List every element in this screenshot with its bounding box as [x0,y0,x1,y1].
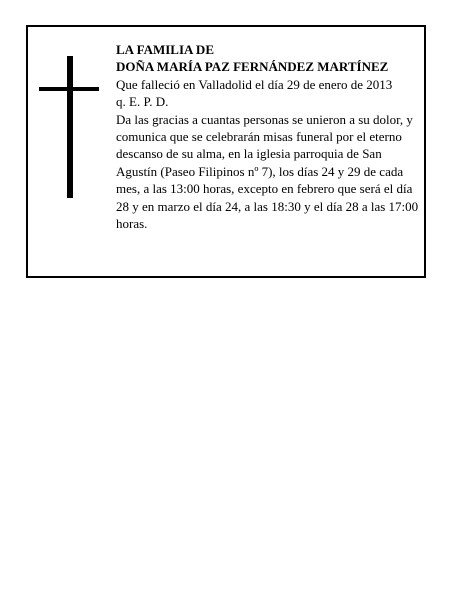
family-heading: LA FAMILIA DE [116,42,214,57]
notice-text [116,41,422,232]
mass-announcement: Da las gracias a cuantas personas se unieron a su dolor, y comunica que se celebrarán misas funeral por el eterno descanso de su alma, en la iglesia parroquia de San Agustín (Paseo Filipinos nº 7), los días 24 y 29 de cada mes, a las 13:00 horas, excepto en febrero que será el día 28 y en marzo el día 24, a las 18:30 y el día 28 a las 17:00 horas. [116,111,419,232]
rip-line: q. E. P. D. [116,94,169,110]
cross-horizontal-bar [39,87,99,91]
deceased-name: DOÑA MARÍA PAZ FERNÁNDEZ MARTÍNEZ [116,59,389,75]
cross-vertical-bar [67,56,73,198]
death-date-line: Que falleció en Valladolid el día 29 de enero de 2013 [116,76,393,92]
obituary-notice [26,25,426,278]
